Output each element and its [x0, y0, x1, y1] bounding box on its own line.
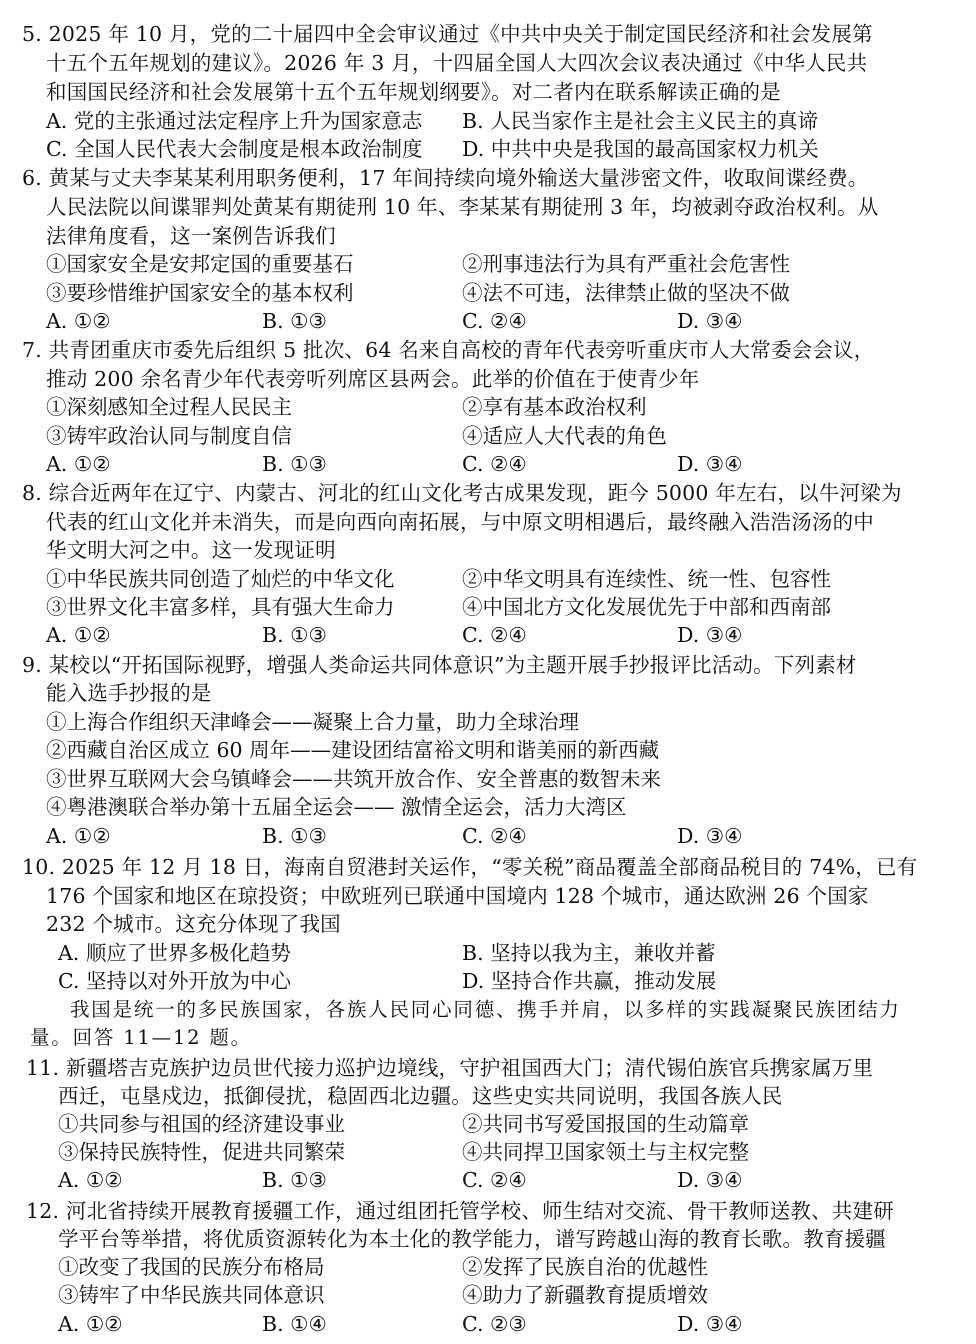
q9-item-4: ④粤港澳联合举办第十五届全运会—— 激情全运会，活力大湾区	[46, 795, 627, 819]
q12-stem-line-2: 学平台等举措，将优质资源转化为本土化的教学能力，谱写跨越山海的教育长歌。教育援疆	[58, 1227, 886, 1251]
q5-option-b: B. 人民当家作主是社会主义民主的真谛	[462, 109, 819, 133]
q11-option-c: C. ②④	[462, 1168, 527, 1192]
q11-item-1: ①共同参与祖国的经济建设事业	[58, 1112, 345, 1136]
q6-option-c: C. ②④	[462, 309, 527, 333]
q10-option-a: A. 顺应了世界多极化趋势	[58, 941, 291, 965]
q6-item-1: ①国家安全是安邦定国的重要基石	[46, 252, 354, 276]
q5-stem-line-2: 十五个五年规划的建议》。2026 年 3 月，十四届全国人大四次会议表决通过《中华人民共	[46, 51, 868, 75]
q6-item-4: ④法不可违，法律禁止做的坚决不做	[462, 281, 790, 305]
q5-option-d: D. 中共中央是我国的最高国家权力机关	[462, 137, 819, 161]
q11-stem-line-2: 西迁，屯垦戍边，抵御侵扰，稳固西北边疆。这些史实共同说明，我国各族人民	[58, 1084, 783, 1108]
q12-item-2: ②发挥了民族自治的优越性	[462, 1255, 708, 1279]
q7-option-b: B. ①③	[262, 452, 327, 476]
q7-item-3: ③铸牢政治认同与制度自信	[46, 424, 292, 448]
q7-option-c: C. ②④	[462, 452, 527, 476]
q6-item-3: ③要珍惜维护国家安全的基本权利	[46, 281, 354, 305]
q8-item-3: ③世界文化丰富多样，具有强大生命力	[46, 595, 395, 619]
q11-option-d: D. ③④	[677, 1168, 743, 1192]
q9-option-b: B. ①③	[262, 824, 327, 848]
q6-item-2: ②刑事违法行为具有严重社会危害性	[462, 252, 790, 276]
q9-item-3: ③世界互联网大会乌镇峰会——共筑开放合作、安全普惠的数智未来	[46, 767, 661, 791]
q11-option-b: B. ①③	[262, 1168, 327, 1192]
q12-option-c: C. ②③	[462, 1312, 527, 1336]
q7-stem-line-2: 推动 200 余名青少年代表旁听列席区县两会。此举的价值在于使青少年	[46, 367, 700, 391]
q8-option-d: D. ③④	[677, 623, 743, 647]
q12-item-3: ③铸牢了中华民族共同体意识	[58, 1283, 325, 1307]
q6-option-a: A. ①②	[46, 309, 111, 333]
q10-option-b: B. 坚持以我为主，兼收并蓄	[462, 941, 716, 965]
q7-item-4: ④适应人大代表的角色	[462, 424, 667, 448]
q8-item-2: ②中华文明具有连续性、统一性、包容性	[462, 567, 831, 591]
passage-line-2: 量。回答 11—12 题。	[30, 1026, 252, 1049]
q9-option-d: D. ③④	[677, 824, 743, 848]
q10-option-c: C. 坚持以对外开放为中心	[58, 969, 291, 993]
q7-option-a: A. ①②	[46, 452, 111, 476]
q12-item-1: ①改变了我国的民族分布格局	[58, 1255, 325, 1279]
q7-stem-line-1: 7. 共青团重庆市委先后组织 5 批次、64 名来自高校的青年代表旁听重庆市人大常委会会议，	[22, 338, 875, 362]
q11-item-2: ②共同书写爱国报国的生动篇章	[462, 1112, 749, 1136]
q9-item-1: ①上海合作组织天津峰会——凝聚上合力量，助力全球治理	[46, 710, 579, 734]
q5-stem-line-3: 和国国民经济和社会发展第十五个五年规划纲要》。对二者内在联系解读正确的是	[46, 80, 781, 104]
q10-option-d: D. 坚持合作共赢，推动发展	[462, 969, 717, 993]
q7-item-1: ①深刻感知全过程人民民主	[46, 395, 292, 419]
q7-option-d: D. ③④	[677, 452, 743, 476]
q12-option-b: B. ①④	[262, 1312, 327, 1336]
q6-stem-line-2: 人民法院以间谍罪判处黄某有期徒刑 10 年、李某某有期徒刑 3 年，均被剥夺政治权利。从	[46, 195, 879, 219]
q10-stem-line-1: 10. 2025 年 12 月 18 日，海南自贸港封关运作，“零关税”商品覆盖全部商品税目的 74%，已有	[22, 855, 918, 879]
q10-stem-line-3: 232 个城市。这充分体现了我国	[46, 912, 341, 936]
q6-stem-line-3: 法律角度看，这一案例告诉我们	[46, 224, 336, 248]
q12-item-4: ④助力了新疆教育提质增效	[462, 1283, 708, 1307]
q11-item-4: ④共同捍卫国家领土与主权完整	[462, 1140, 749, 1164]
q9-option-a: A. ①②	[46, 824, 111, 848]
q8-option-b: B. ①③	[262, 623, 327, 647]
q8-stem-line-2: 代表的红山文化并未消失，而是向西向南拓展，与中原文明相遇后，最终融入浩浩汤汤的中	[46, 510, 874, 534]
q6-option-d: D. ③④	[677, 309, 743, 333]
q8-option-a: A. ①②	[46, 623, 111, 647]
q12-stem-line-1: 12. 河北省持续开展教育援疆工作，通过组团托管学校、师生结对交流、骨干教师送教、共建研	[26, 1199, 894, 1223]
q9-item-2: ②西藏自治区成立 60 周年——建设团结富裕文明和谐美丽的新西藏	[46, 738, 660, 762]
q5-option-c: C. 全国人民代表大会制度是根本政治制度	[46, 137, 423, 161]
q8-item-4: ④中国北方文化发展优先于中部和西南部	[462, 595, 831, 619]
q6-stem-line-1: 6. 黄某与丈夫李某某利用职务便利，17 年间持续向境外输送大量涉密文件，收取间谍经费。	[22, 166, 869, 190]
q6-option-b: B. ①③	[262, 309, 327, 333]
q5-option-a: A. 党的主张通过法定程序上升为国家意志	[46, 109, 423, 133]
q9-stem-line-1: 9. 某校以“开拓国际视野，增强人类命运共同体意识”为主题开展手抄报评比活动。下列素材	[22, 653, 857, 677]
q11-stem-line-1: 11. 新疆塔吉克族护边员世代接力巡护边境线，守护祖国西大门；清代锡伯族官兵携家属万里	[26, 1056, 874, 1080]
q8-item-1: ①中华民族共同创造了灿烂的中华文化	[46, 567, 395, 591]
q7-item-2: ②享有基本政治权利	[462, 395, 647, 419]
q12-option-d: D. ③④	[677, 1312, 743, 1336]
q9-stem-line-2: 能入选手抄报的是	[46, 681, 212, 705]
q8-option-c: C. ②④	[462, 623, 527, 647]
q10-stem-line-2: 176 个国家和地区在琼投资；中欧班列已联通中国境内 128 个城市，通达欧洲 26 个国家	[46, 884, 869, 908]
q9-option-c: C. ②④	[462, 824, 527, 848]
q8-stem-line-3: 华文明大河之中。这一发现证明	[46, 538, 336, 562]
q12-option-a: A. ①②	[58, 1312, 123, 1336]
q5-stem-line-1: 5. 2025 年 10 月，党的二十届四中全会审议通过《中共中央关于制定国民经济和社会发展第	[22, 22, 873, 46]
q11-option-a: A. ①②	[58, 1168, 123, 1192]
q11-item-3: ③保持民族特性，促进共同繁荣	[58, 1140, 345, 1164]
q8-stem-line-1: 8. 综合近两年在辽宁、内蒙古、河北的红山文化考古成果发现，距今 5000 年左右，以牛河梁为	[22, 481, 902, 505]
passage-line-1: 我国是统一的多民族国家，各族人民同心同德、携手并肩，以多样的实践凝聚民族团结力	[70, 998, 901, 1021]
